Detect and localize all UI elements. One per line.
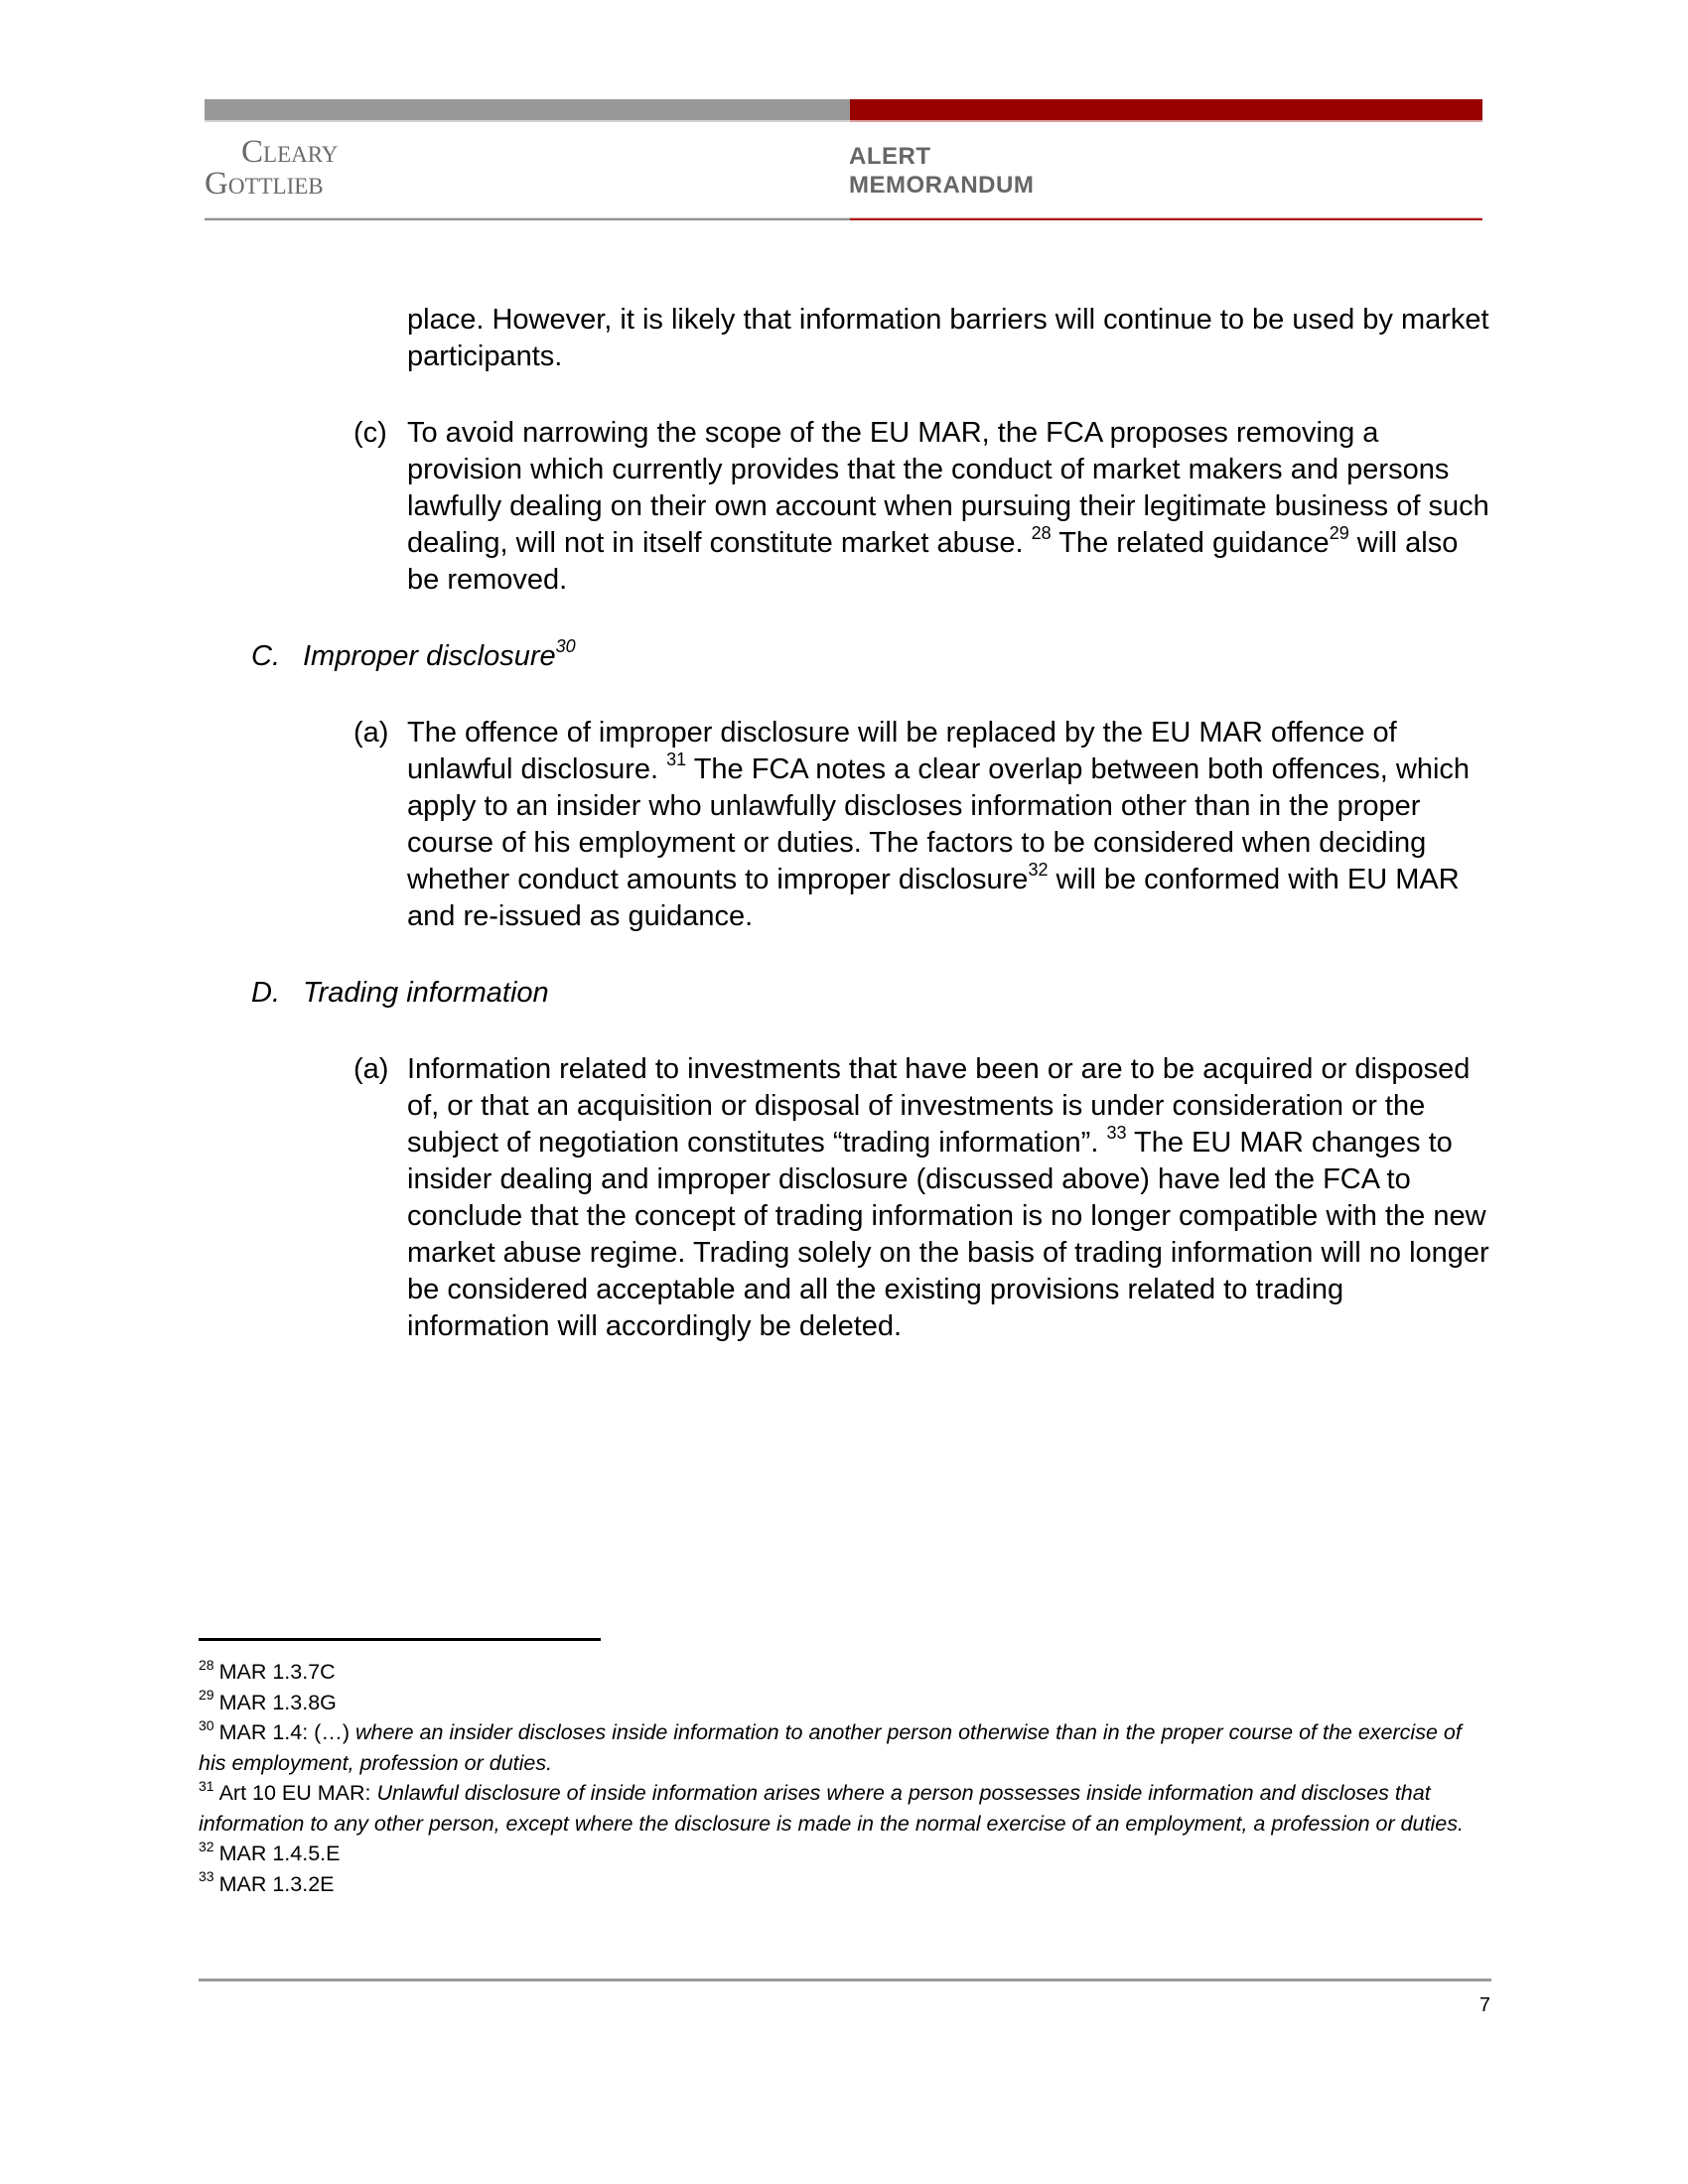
document-body: [0, 302, 1688, 1345]
footnote-ref-30[interactable]: 30: [555, 636, 576, 657]
footnote-ref-33[interactable]: 33: [1106, 1123, 1127, 1144]
footnote-28: $^{28}$ MAR 1.3.7C: [199, 1656, 336, 1684]
footnote-ref-32[interactable]: 32: [1028, 860, 1049, 881]
section-letter: D.: [251, 977, 280, 1009]
section-heading-d: [251, 975, 1688, 1012]
header-bar-gray-shadow: [205, 120, 850, 122]
footnote-30: $^{30}$ MAR 1.4: (…) where an insider discloses inside information to another person otherwise than in the proper course of the exercise of his employment, profession or duties.: [199, 1716, 1462, 1775]
list-item-c-a: (a) The offence of improper disclosure will be replaced by the EU MAR offence of unlawful disclosure. $^{31}$ The FCA notes a clear overlap between both offences, which apply to an insider who unlawfully discloses information other than in the proper course of his employment or duties. The factors to be considered when deciding whether conduct amounts to improper disclosure$^{32}$ will be conformed with EU MAR and re-issued as guidance.: [353, 717, 1471, 932]
firm-logo: [205, 134, 344, 202]
header-bar-red-shadow: [850, 120, 1482, 122]
doc-type-line-1: ALERT: [849, 143, 931, 170]
logo-line-1: CLEARY: [241, 134, 339, 170]
continuation-paragraph: place. However, it is likely that information barriers will continue to be used by market participants.: [407, 304, 1489, 372]
footnote-33: $^{33}$ MAR 1.3.2E: [199, 1868, 335, 1896]
header-rule-gray: [205, 217, 850, 220]
list-item-c: (c) To avoid narrowing the scope of the EU MAR, the FCA proposes removing a provision which currently provides that the conduct of market makers and persons lawfully dealing on their own account when pursuing their legitimate business of such dealing, will not in itself constitute market abuse. $^{28}$ The related guidance$^{29}$ will also be removed.: [353, 417, 1489, 596]
header-rule-red: [850, 217, 1482, 220]
footnotes: [199, 1657, 1489, 1899]
footnote-32: $^{32}$ MAR 1.4.5.E: [199, 1838, 341, 1865]
footnote-ref-31[interactable]: 31: [666, 750, 687, 770]
list-item-d-a: (a) Information related to investments that have been or are to be acquired or disposed of, or that an acquisition or disposal of investments is under consideration or the subject of negotiation constitutes “trading information”. $^{33}$ The EU MAR changes to insider dealing and improper disclosure (discussed above) have led the FCA to conclude that the concept of trading information is no longer compatible with the new market abuse regime. Trading solely on the basis of trading information will no longer be considered acceptable and all the existing provisions related to trading information will accordingly be deleted.: [353, 1053, 1489, 1342]
footnote-ref-29[interactable]: 29: [1329, 523, 1349, 544]
list-marker: (c): [353, 417, 387, 449]
section-letter: C.: [251, 640, 280, 672]
footnote-29: $^{29}$ MAR 1.3.8G: [199, 1687, 337, 1714]
section-title: Improper disclosure: [303, 640, 556, 672]
list-marker: (a): [353, 1053, 389, 1085]
footer-rule: [199, 1979, 1491, 1981]
doc-type-line-2: MEMORANDUM: [849, 172, 1035, 199]
document-type-label: [849, 142, 1034, 200]
list-marker: (a): [353, 717, 389, 749]
page-number: 7: [1478, 1994, 1490, 2016]
footnote-31: $^{31}$ Art 10 EU MAR: Unlawful disclosure of inside information arises where a person possesses inside information and discloses that information to any other person, except where the disclosure is made in the normal exercise of an employment, a profession or duties.: [199, 1777, 1464, 1836]
section-title: Trading information: [303, 977, 549, 1009]
section-heading-c: [251, 638, 1688, 675]
footnote-ref-28[interactable]: 28: [1031, 523, 1052, 544]
logo-line-2: GOTTLIEB: [205, 166, 324, 202]
footnote-separator: [199, 1638, 601, 1641]
header-bar-gray: [205, 99, 850, 120]
header-bar-red: [850, 99, 1482, 120]
